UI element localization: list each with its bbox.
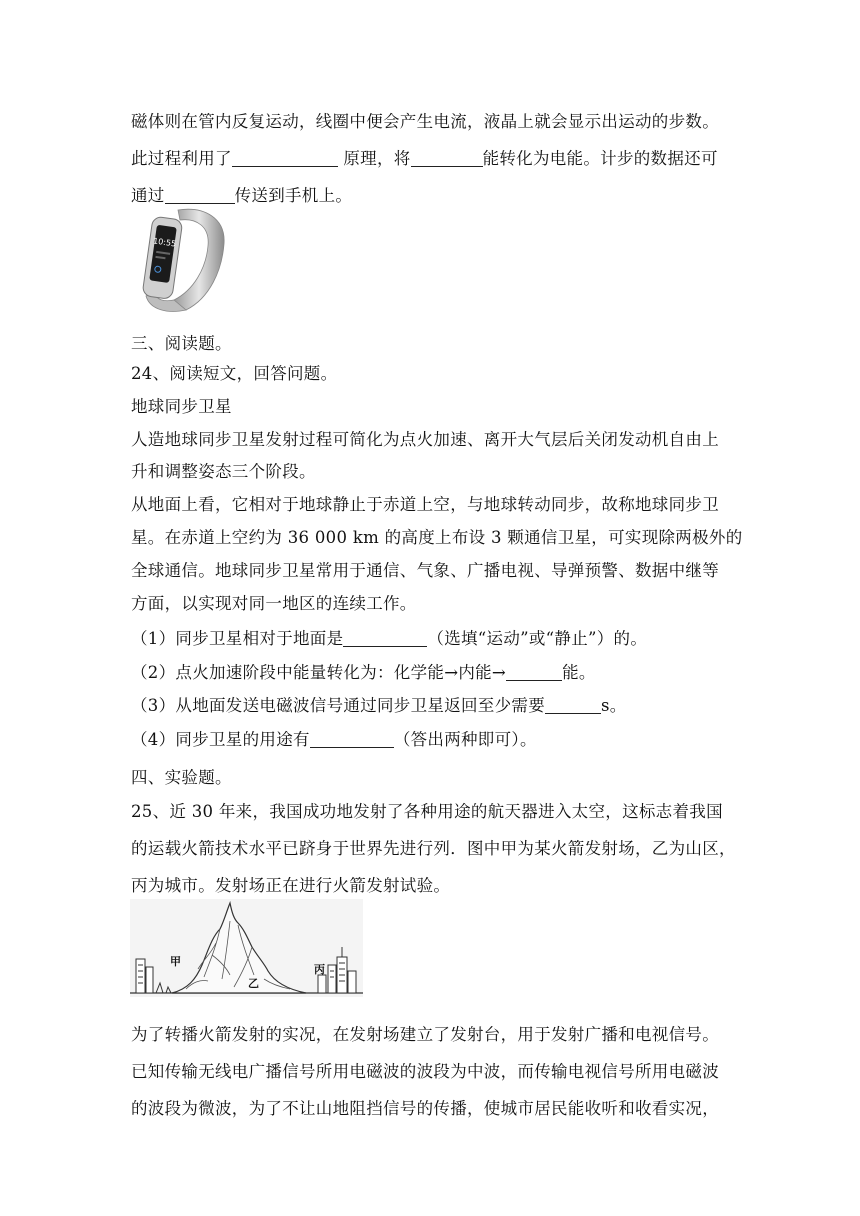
- answer-blank[interactable]: [165, 187, 235, 205]
- answer-blank[interactable]: [545, 697, 601, 715]
- answer-blank[interactable]: [310, 731, 394, 749]
- answer-blank[interactable]: [343, 630, 427, 648]
- sub-question-4: [131, 726, 537, 750]
- paragraph-line: 的运载火箭技术水平已跻身于世界先进行列．图中甲为某火箭发射场，乙为山区，: [131, 839, 736, 858]
- text: 能转化为电能。计步的数据还可: [482, 149, 718, 168]
- text: （3）从地面发送电磁波信号通过同步卫星返回至少需要: [131, 696, 545, 715]
- fill-blank-line: [131, 182, 352, 206]
- paragraph-line: 从地面上看，它相对于地球静止于赤道上空，与地球转动同步，故称地球同步卫: [131, 495, 719, 514]
- paragraph-line: 方面，以实现对同一地区的连续工作。: [131, 594, 417, 613]
- paragraph-line: 星。在赤道上空约为 36 000 km 的高度上布设 3 颗通信卫星，可实现除两极外的: [131, 528, 743, 547]
- launch-site-figure: [130, 899, 363, 997]
- paragraph-line: 升和调整姿态三个阶段。: [131, 462, 316, 481]
- sub-question-2: [131, 659, 596, 683]
- article-title: 地球同步卫星: [131, 397, 232, 416]
- text: （4）同步卫星的用途有: [131, 730, 310, 749]
- label-yi: 乙: [248, 977, 259, 990]
- paragraph-line: 已知传输无线电广播信号所用电磁波的波段为中波，而传输电视信号所用电磁波: [131, 1062, 719, 1081]
- band-time: 10:55: [152, 236, 177, 249]
- text: （答出两种即可）。: [393, 730, 537, 749]
- paragraph-line: 25、近 30 年来，我国成功地发射了各种用途的航天器进入太空，这标志着我国: [131, 802, 723, 821]
- label-jia: 甲: [170, 955, 181, 968]
- text: 能。: [562, 663, 596, 682]
- text: 此过程利用了: [131, 149, 232, 168]
- text: （选填“运动”或“静止”）的。: [427, 629, 648, 648]
- text: 通过: [131, 186, 165, 205]
- label-bing: 丙: [314, 963, 325, 976]
- question-heading: 24、阅读短文，回答问题。: [131, 364, 338, 383]
- fill-blank-line: [131, 145, 718, 169]
- text: 传送到手机上。: [234, 186, 353, 205]
- paragraph-line: 的波段为微波，为了不让山地阻挡信号的传播，使城市居民能收听和收看实况，: [131, 1099, 719, 1118]
- answer-blank[interactable]: [506, 664, 562, 682]
- paragraph-line: 丙为城市。发射场正在进行火箭发射试验。: [131, 876, 451, 895]
- fitness-band-image: [134, 204, 234, 316]
- paragraph-line: 磁体则在管内反复运动，线圈中便会产生电流，液晶上就会显示出运动的步数。: [131, 112, 719, 131]
- text: 原理，将: [337, 149, 411, 168]
- answer-blank[interactable]: [411, 150, 483, 168]
- text: （1）同步卫星相对于地面是: [131, 629, 344, 648]
- section-heading: 三、阅读题。: [131, 334, 232, 353]
- text: （2）点火加速阶段中能量转化为：化学能→内能→: [131, 663, 507, 682]
- sub-question-3: [131, 692, 627, 716]
- paragraph-line: 为了转播火箭发射的实况，在发射场建立了发射台，用于发射广播和电视信号。: [131, 1025, 719, 1044]
- paragraph-line: 全球通信。地球同步卫星常用于通信、气象、广播电视、导弹预警、数据中继等: [131, 561, 719, 580]
- answer-blank[interactable]: [232, 150, 338, 168]
- section-heading: 四、实验题。: [131, 768, 232, 787]
- paragraph-line: 人造地球同步卫星发射过程可简化为点火加速、离开大气层后关闭发动机自由上: [131, 430, 719, 449]
- text: s。: [601, 696, 627, 715]
- sub-question-1: [131, 625, 647, 649]
